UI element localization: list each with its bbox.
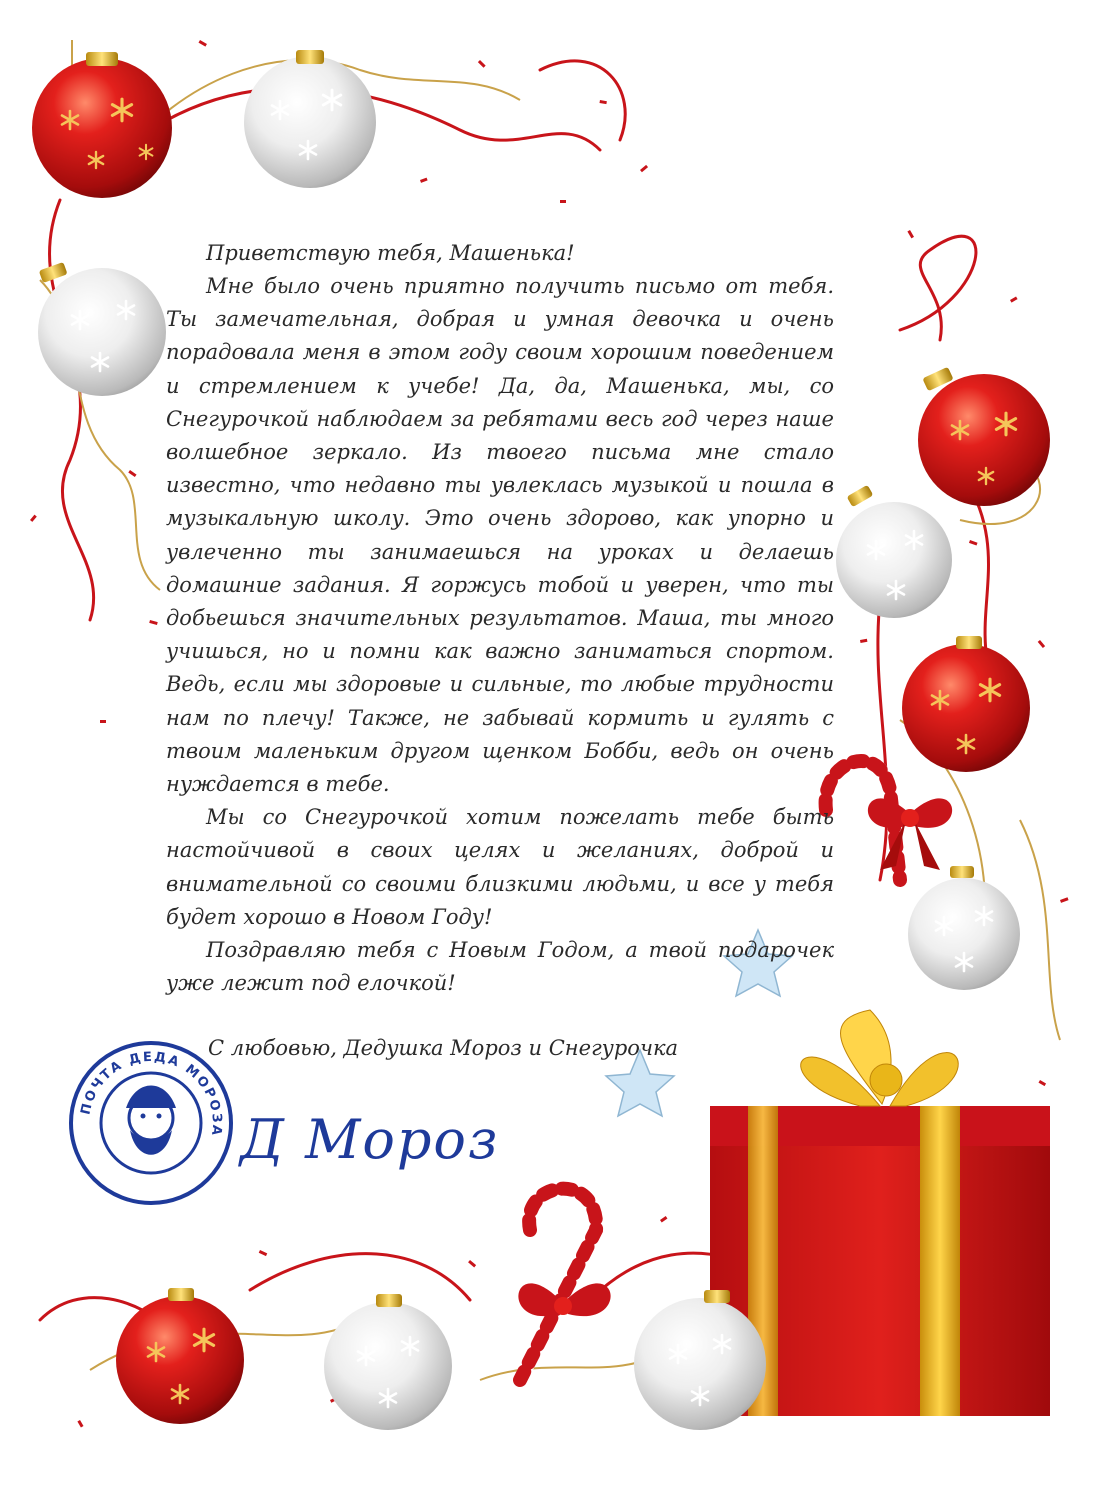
- red-bow-right: [868, 798, 952, 870]
- red-ornament-bottom-left: [116, 1288, 244, 1424]
- red-ornament-right-top: [918, 367, 1050, 506]
- letter-paragraph: Мне было очень приятно получить письмо от тебя. Ты замечательная, добрая и умная девочка и очень порадовала меня в этом году своим хорошим поведением и стремлением к учебе! Да, да, Машенька, мы, со Снегурочкой наблюдаем за ребятами весь год через наше волшебное зеркало. Из твоего письма мне стало известно, что недавно ты увлеклась музыкой и пошла в музыкальную школу. Это очень здорово, как упорно и увлеченно ты занимаешься на уроках и делаешь домашние задания. Я горжусь тобой и уверен, что ты добьешься значительных результатов. Маша, ты много учишься, но и помни как важно заниматься спортом. Ведь, если мы здоровые и сильные, то любые трудности нам по плечу! Также, не забывай кормить и гулять с твоим маленьким другом щенком Бобби, ведь он очень нуждается в тебе.: [166, 274, 834, 797]
- silver-ornament-right-lower: [908, 866, 1020, 990]
- stamp-text: ПОЧТА ДЕДА МОРОЗА: [78, 1049, 225, 1138]
- letter-paragraph: Мы со Снегурочкой хотим пожелать тебе быть настойчивой в своих целях и желаниях, доброй и внимательной со своими близкими людьми, и все у тебя будет хорошо в Новом Году!: [166, 805, 834, 929]
- letter-greeting: Приветствую тебя, Машенька!: [206, 241, 575, 265]
- silver-ornament-bottom-middle: [324, 1294, 452, 1430]
- silver-ornament-right: [836, 485, 952, 618]
- silver-ornament-top: [244, 50, 376, 188]
- santa-face-icon: [126, 1086, 176, 1155]
- letter-paragraph: Поздравляю тебя с Новым Годом, а твой подарочек уже лежит под елочкой!: [166, 938, 834, 996]
- signature: Д Мороз: [240, 1108, 500, 1171]
- letter-body: [166, 236, 834, 1000]
- silver-ornament-left: [38, 262, 166, 396]
- red-ornament-top-left: [32, 40, 172, 198]
- post-stamp: [66, 1038, 236, 1208]
- letter-closing: С любовью, Дедушка Мороз и Снегурочка: [208, 1036, 679, 1060]
- red-ornament-right-middle: [902, 636, 1030, 772]
